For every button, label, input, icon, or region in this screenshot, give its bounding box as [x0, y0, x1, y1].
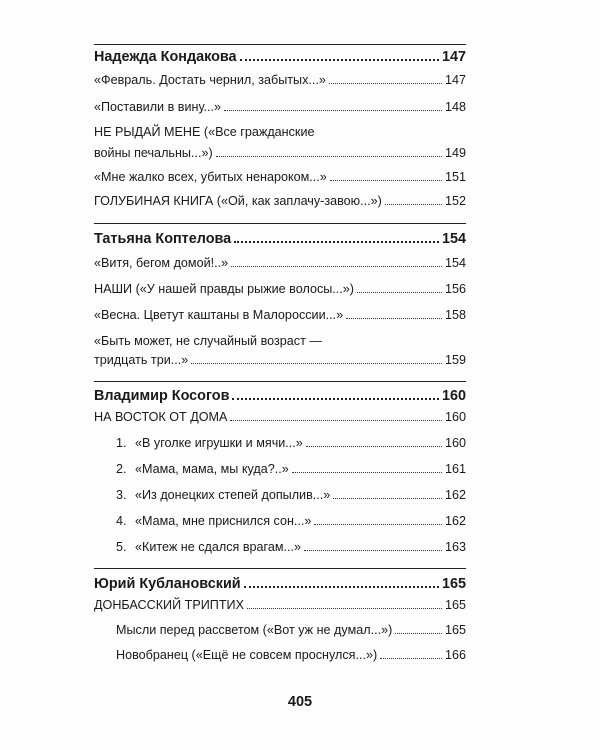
entry-page-number: 160: [444, 410, 466, 424]
toc-entry-numbered: [94, 461, 466, 477]
leader-dots: [380, 658, 442, 659]
entry-title: ДОНБАССКИЙ ТРИПТИХ: [94, 598, 244, 612]
entry-page-number: 148: [444, 100, 466, 114]
author-entry: [94, 49, 466, 65]
leader-dots: [329, 83, 442, 84]
toc-entry-indented: [94, 647, 466, 663]
entry-title: «Мама, мне приснился сон...»: [135, 514, 312, 528]
toc-entry: [94, 193, 466, 209]
toc-entry-multiline: [94, 333, 466, 368]
entry-page-number: 162: [444, 488, 466, 502]
author-page-number: 165: [441, 576, 466, 592]
leader-dots: [216, 156, 442, 157]
leader-dots: [231, 266, 442, 267]
leader-dots: [224, 110, 442, 111]
toc-entry: [94, 281, 466, 297]
toc-entry: [94, 169, 466, 185]
entry-page-number: 165: [444, 598, 466, 612]
leader-dots: [385, 204, 442, 205]
leader-dots: [234, 241, 439, 243]
entry-title: «Весна. Цветут каштаны в Малороссии...»: [94, 308, 344, 322]
entry-title: «Мама, мама, мы куда?..»: [135, 462, 289, 476]
entry-title: «Февраль. Достать чернил, забытых...»: [94, 73, 326, 87]
leader-dots: [230, 420, 442, 421]
author-name: Татьяна Коптелова: [94, 231, 232, 247]
entry-number: 3.: [116, 488, 127, 502]
author-entry: [94, 576, 466, 592]
leader-dots: [244, 586, 439, 588]
toc-section-kublanovsky: [94, 568, 466, 663]
leader-dots: [333, 498, 442, 499]
leader-dots: [240, 59, 439, 61]
toc-entry-numbered: [94, 435, 466, 451]
leader-dots: [314, 524, 442, 525]
entry-title: Мысли перед рассветом («Вот уж не думал...»): [116, 623, 393, 637]
entry-page-number: 166: [444, 648, 466, 662]
toc-entry: [94, 72, 466, 88]
entry-page-number: 162: [444, 514, 466, 528]
entry-title: НАШИ («У нашей правды рыжие волосы...»): [94, 282, 354, 296]
leader-dots: [330, 180, 442, 181]
entry-page-number: 163: [444, 540, 466, 554]
entry-number: 5.: [116, 540, 127, 554]
toc-section-koptelova: [94, 223, 466, 368]
leader-dots: [395, 633, 442, 634]
entry-page-number: 152: [444, 194, 466, 208]
author-entry: [94, 388, 466, 404]
author-page-number: 160: [441, 388, 466, 404]
entry-title: тридцать три...»: [94, 353, 189, 367]
leader-dots: [247, 608, 442, 609]
author-name: Надежда Кондакова: [94, 49, 237, 65]
entry-title-line: «Быть может, не случайный возраст —: [94, 334, 322, 348]
entry-page-number: 156: [444, 282, 466, 296]
toc-entry-numbered: [94, 513, 466, 529]
toc-entry-numbered: [94, 539, 466, 555]
table-of-contents: [94, 44, 466, 663]
entry-page-number: 159: [444, 353, 466, 367]
entry-number: 4.: [116, 514, 127, 528]
entry-title: «Китеж не сдался врагам...»: [135, 540, 302, 554]
leader-dots: [306, 446, 442, 447]
toc-entry: [94, 352, 466, 368]
entry-page-number: 161: [444, 462, 466, 476]
toc-section-kondakova: [94, 44, 466, 209]
author-name: Владимир Косогов: [94, 388, 230, 404]
author-page-number: 147: [441, 49, 466, 65]
entry-title: «Поставили в вину...»: [94, 100, 222, 114]
author-name: Юрий Кублановский: [94, 576, 241, 592]
leader-dots: [346, 318, 442, 319]
entry-title: «В уголке игрушки и мячи...»: [135, 436, 303, 450]
entry-page-number: 165: [444, 623, 466, 637]
entry-number: 1.: [116, 436, 127, 450]
entry-page-number: 158: [444, 308, 466, 322]
page-number: 405: [287, 694, 313, 710]
leader-dots: [232, 398, 439, 400]
entry-title-line: НЕ РЫДАЙ МЕНЕ («Все гражданские: [94, 125, 315, 139]
entry-title: «Мне жалко всех, убитых ненароком...»: [94, 170, 327, 184]
author-entry: [94, 231, 466, 247]
leader-dots: [357, 292, 442, 293]
entry-page-number: 147: [444, 73, 466, 87]
entry-page-number: 160: [444, 436, 466, 450]
entry-page-number: 151: [444, 170, 466, 184]
entry-title: Новобранец («Ещё не совсем проснулся...»): [116, 648, 378, 662]
toc-entry: [94, 307, 466, 323]
leader-dots: [292, 472, 442, 473]
entry-title: «Из донецких степей допылив...»: [135, 488, 331, 502]
leader-dots: [304, 550, 442, 551]
entry-title: НА ВОСТОК ОТ ДОМА: [94, 410, 228, 424]
toc-entry-indented: [94, 622, 466, 638]
entry-number: 2.: [116, 462, 127, 476]
toc-entry-numbered: [94, 487, 466, 503]
entry-page-number: 154: [444, 256, 466, 270]
entry-title: войны печальны...»): [94, 146, 213, 160]
toc-entry: [94, 99, 466, 115]
toc-entry: [94, 409, 466, 425]
toc-section-kosogov: [94, 381, 466, 555]
toc-entry: [94, 145, 466, 161]
entry-title: ГОЛУБИНАЯ КНИГА («Ой, как заплачу-завою...»): [94, 194, 382, 208]
toc-entry: [94, 597, 466, 613]
leader-dots: [191, 363, 442, 364]
toc-entry-multiline: [94, 124, 466, 161]
toc-entry: [94, 255, 466, 271]
entry-page-number: 149: [444, 146, 466, 160]
entry-title: «Витя, бегом домой!..»: [94, 256, 229, 270]
author-page-number: 154: [441, 231, 466, 247]
